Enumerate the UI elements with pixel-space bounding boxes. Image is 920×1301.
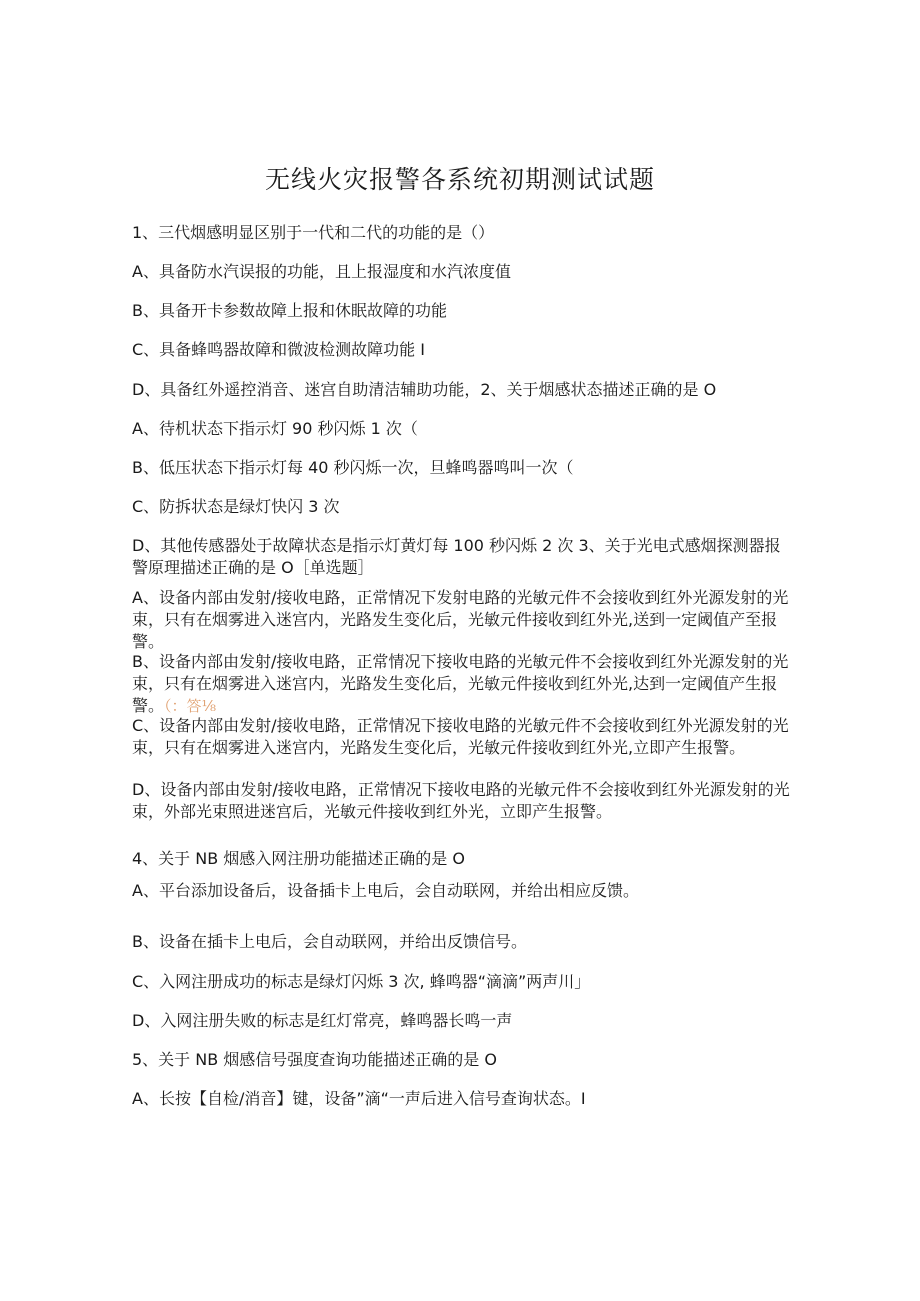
question-2-option-c: C、防拆状态是绿灯快闪 3 次 — [132, 497, 340, 516]
question-3-option-a: A、设备内部由发射/接收电路，正常情况下发射电路的光敏元件不会接收到红外光源发射的光束，只有在烟雾进入迷宫内，光路发生变化后，光敏元件接收到红外光,送到一定阈值产至报警。 — [132, 588, 789, 651]
question-3-option-c: C、设备内部由发射/接收电路，正常情况下接收电路的光敏元件不会接收到红外光源发射的光束，只有在烟雾进入迷宫内，光路发生变化后，光敏元件接收到红外光,立即产生报警。 — [132, 716, 789, 757]
question-4-option-d: D、入网注册失败的标志是红灯常亮，蜂鸣器长鸣一声 — [132, 1011, 513, 1030]
question-4-option-b: B、设备在插卡上电后，会自动联网，并给出反馈信号。 — [132, 932, 527, 951]
question-1-option-a: A、具备防水汽误报的功能，且上报湿度和水汽浓度值 — [132, 262, 511, 281]
question-4: 4、关于 NB 烟感入网注册功能描述正确的是 O — [132, 849, 465, 868]
question-5-option-a: A、长按【自检/消音】键，设备”滴“一声后进入信号查询状态。I — [132, 1089, 586, 1108]
question-3-option-d: D、设备内部由发射/接收电路，正常情况下接收电路的光敏元件不会接收到红外光源发射的光束，外部光束照进迷宫后，光敏元件接收到红外光，立即产生报警。 — [132, 780, 790, 821]
question-1-option-b: B、具备开卡参数故障上报和休眠故障的功能 — [132, 301, 447, 320]
question-1: 1、三代烟感明显区别于一代和二代的功能的是（） — [132, 223, 495, 242]
question-2-option-b: B、低压状态下指示灯每 40 秒闪烁一次，旦蜂鸣器鸣叫一次（ — [132, 458, 574, 477]
question-4-option-c: C、入网注册成功的标志是绿灯闪烁 3 次, 蜂鸣器“滴滴”两声川」 — [132, 972, 591, 991]
answer-note: （：答⅛ — [164, 697, 217, 715]
question-2-option-d: D、其他传感器处于故障状态是指示灯黄灯每 100 秒闪烁 2 次 3、关于光电式感烟探测器报警原理描述正确的是 O［单选题］ — [132, 536, 781, 577]
question-3-option-b — [132, 651, 792, 717]
question-1-option-c: C、具备蜂鸣器故障和微波检测故障功能 I — [132, 340, 425, 359]
question-5: 5、关于 NB 烟感信号强度查询功能描述正确的是 O — [132, 1050, 497, 1069]
question-1-option-d: D、具备红外遥控消音、迷宫自助清洁辅助功能，2、关于烟感状态描述正确的是 O — [132, 380, 717, 399]
question-4-option-a: A、平台添加设备后，设备插卡上电后，会自动联网，并给出相应反馈。 — [132, 881, 639, 900]
question-2-option-a: A、待机状态下指示灯 90 秒闪烁 1 次（ — [132, 419, 418, 438]
question-3-option-b-text: B、设备内部由发射/接收电路，正常情况下接收电路的光敏元件不会接收到红外光源发射的光束，只有在烟雾进入迷宫内，光路发生变化后，光敏元件接收到红外光,达到一定阈值产生报警。 — [132, 652, 789, 715]
page-title: 无线火灾报警各系统初期测试试题 — [264, 165, 655, 194]
